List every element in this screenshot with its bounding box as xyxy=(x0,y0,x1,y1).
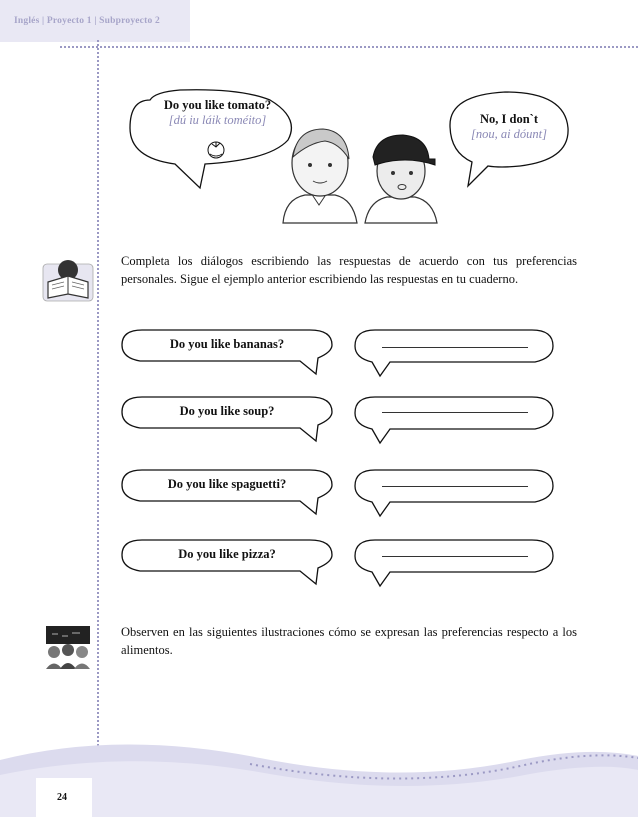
dialog-question-2: Do you like soup? xyxy=(179,404,275,418)
example-answer-pronunciation: [nou, ai dóunt] xyxy=(470,127,548,141)
example-question-text: Do you like tomato? xyxy=(163,98,272,112)
instruction-observe-illustrations: Observen en las siguientes ilustraciones cómo se expresan las preferencias respecto a los alimentos. xyxy=(121,625,577,657)
dialog-question-4: Do you like pizza? xyxy=(178,547,276,561)
dialog-answer-bubble-2 xyxy=(355,397,553,443)
answer-blank-2[interactable] xyxy=(382,412,528,413)
example-question-pronunciation: [dú iu láik toméito] xyxy=(168,113,267,127)
dialog-question-1: Do you like bananas? xyxy=(169,337,285,351)
kids-illustration xyxy=(265,115,450,227)
dialog-question-3: Do you like spaguetti? xyxy=(167,477,287,491)
example-answer-text: No, I don`t xyxy=(480,112,538,126)
dialog-answer-bubble-4 xyxy=(355,540,553,586)
answer-blank-3[interactable] xyxy=(382,486,528,487)
answer-blank-1[interactable] xyxy=(382,347,528,348)
dialog-answer-bubble-3 xyxy=(355,470,553,516)
dialog-answer-bubble-1 xyxy=(355,330,553,376)
footer-wave xyxy=(0,730,638,817)
example-answer xyxy=(450,112,568,142)
boy-figure xyxy=(365,135,437,223)
page-number: 24 xyxy=(57,792,67,803)
classroom-group-icon xyxy=(42,624,94,670)
reading-student-icon xyxy=(42,256,94,302)
header-breadcrumb: Inglés | Proyecto 1 | Subproyecto 2 xyxy=(14,16,160,26)
girl-figure xyxy=(283,129,357,223)
answer-blank-4[interactable] xyxy=(382,556,528,557)
instruction-complete-dialogs: Completa los diálogos escribiendo las respuestas de acuerdo con tus preferencias personales. Sigue el ejemplo anterior escribiendo las respuestas en tu cuaderno. xyxy=(121,254,577,286)
